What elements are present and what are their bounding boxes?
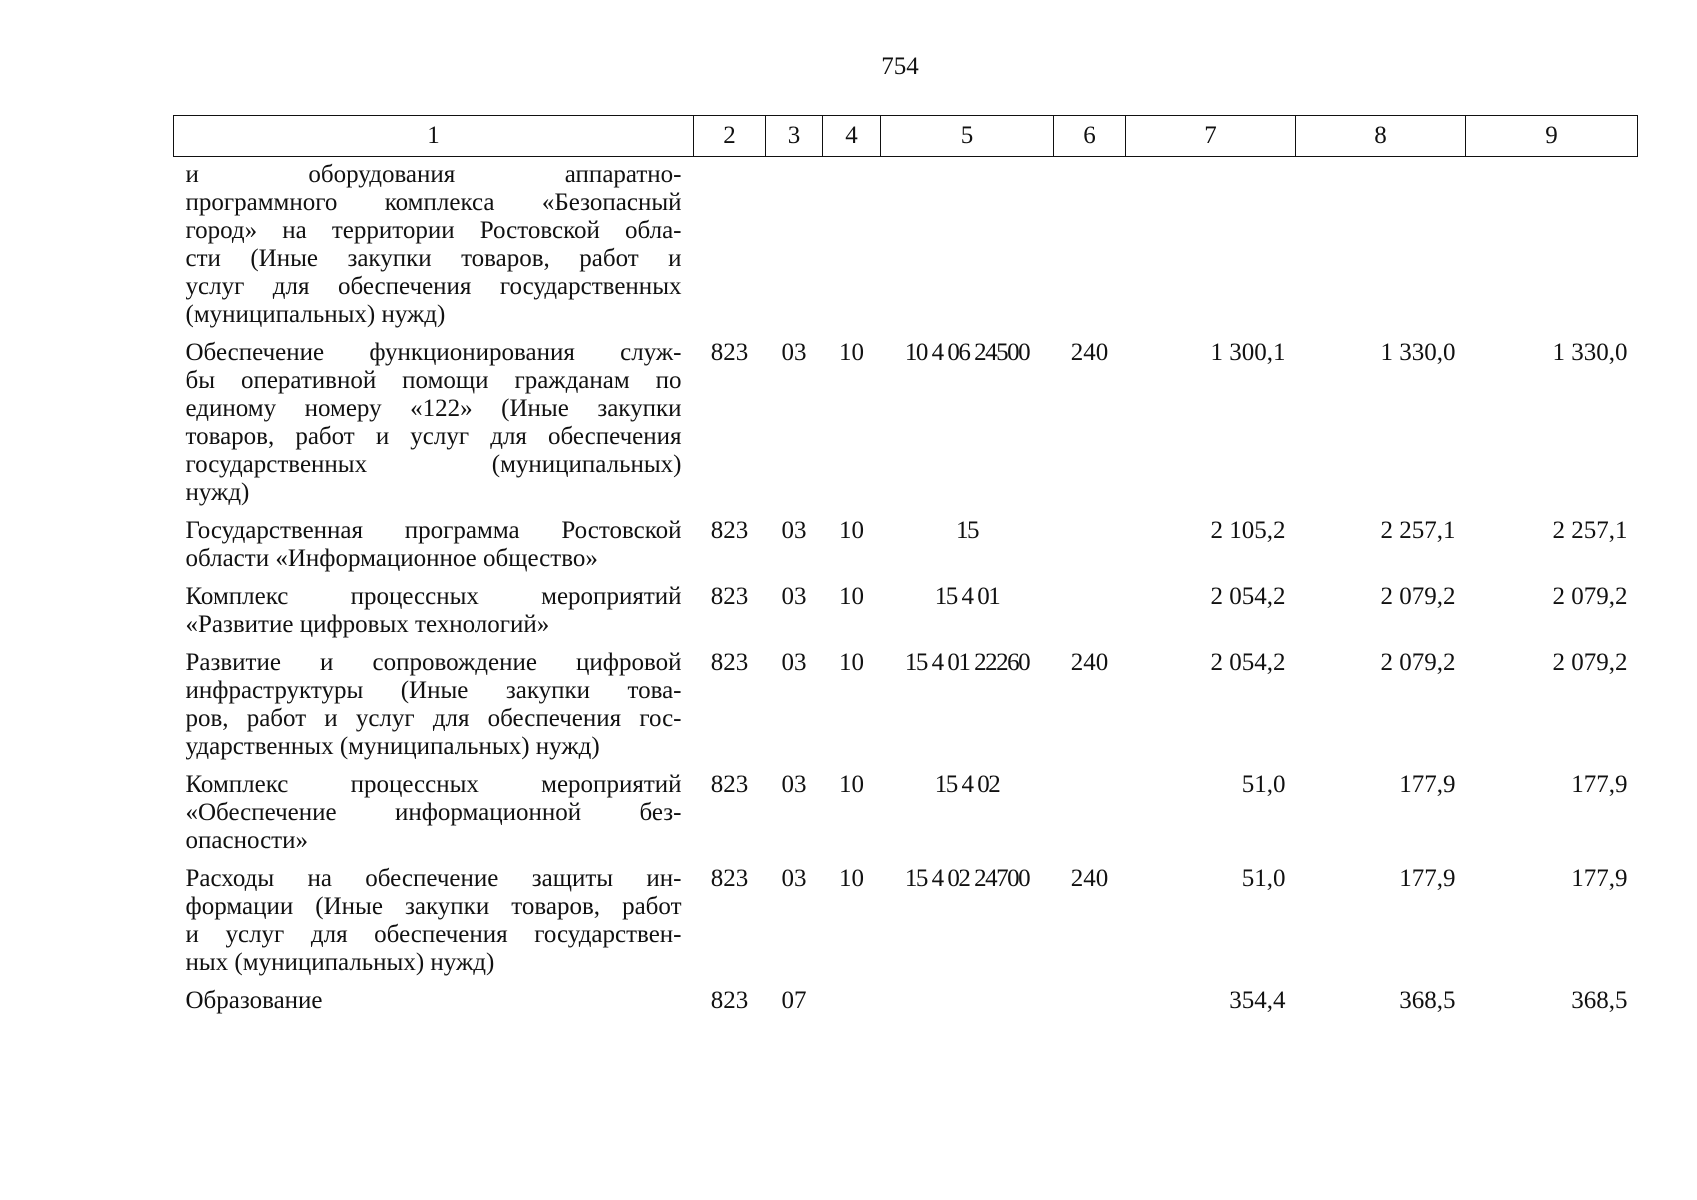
cell-expense-type bbox=[1054, 517, 1126, 583]
cell-amount-col7: 51,0 bbox=[1241, 865, 1286, 892]
cell-expense-type bbox=[1054, 987, 1126, 1025]
cell-description bbox=[174, 987, 694, 1025]
description-line: Расходы на обеспечение защиты ин- bbox=[185, 865, 682, 892]
cell-amount-col8: 177,9 bbox=[1399, 771, 1456, 798]
column-header-4: 4 bbox=[823, 116, 881, 157]
description-line: и услуг для обеспечения государствен- bbox=[185, 921, 682, 948]
budget-table bbox=[173, 115, 1638, 1025]
cell-expense-type bbox=[1054, 583, 1126, 649]
table-row bbox=[174, 157, 1638, 340]
cell-expense-type bbox=[1054, 771, 1126, 865]
header-row bbox=[174, 116, 1638, 157]
cell-subsection-code: 10 bbox=[839, 771, 864, 798]
cell-target-article bbox=[881, 157, 1054, 340]
cell-ministry-code: 823 bbox=[710, 865, 749, 892]
cell-ministry-code: 823 bbox=[710, 987, 749, 1014]
cell-ministry-code: 823 bbox=[710, 583, 749, 610]
description-line: формации (Иные закупки товаров, работ bbox=[185, 893, 682, 920]
cell-description bbox=[174, 339, 694, 517]
cell-target-article: 10 4 06 24500 bbox=[904, 339, 1030, 366]
cell-amount-col7: 2 105,2 bbox=[1210, 517, 1286, 544]
description-line: инфраструктуры (Иные закупки това- bbox=[185, 677, 682, 704]
cell-amount-col8: 1 330,0 bbox=[1380, 339, 1456, 366]
cell-subsection-code: 10 bbox=[839, 339, 864, 366]
column-header-7: 7 bbox=[1126, 116, 1296, 157]
cell-amount-col8: 2 079,2 bbox=[1380, 583, 1456, 610]
description-line: ных (муниципальных) нужд) bbox=[185, 949, 495, 976]
cell-amount-col9: 2 257,1 bbox=[1552, 517, 1628, 544]
description-line: Обеспечение функционирования служ- bbox=[185, 339, 682, 366]
description-line: ров, работ и услуг для обеспечения гос- bbox=[185, 705, 682, 732]
page-number: 754 bbox=[881, 53, 919, 80]
cell-amount-col9: 177,9 bbox=[1571, 771, 1628, 798]
cell-amount-col7: 354,4 bbox=[1229, 987, 1286, 1014]
cell-target-article: 15 bbox=[956, 517, 978, 544]
column-header-5: 5 bbox=[881, 116, 1054, 157]
cell-description bbox=[174, 517, 694, 583]
cell-section-code: 07 bbox=[781, 987, 807, 1014]
table-header bbox=[174, 116, 1638, 157]
cell-amount-col7 bbox=[1126, 157, 1296, 340]
cell-amount-col9: 2 079,2 bbox=[1552, 649, 1628, 676]
description-line: области «Информационное общество» bbox=[185, 545, 598, 572]
cell-amount-col9: 368,5 bbox=[1571, 987, 1628, 1014]
table-row bbox=[174, 865, 1638, 987]
cell-subsection-code bbox=[823, 157, 881, 340]
description-line: Образование bbox=[185, 987, 323, 1014]
description-line: опасности» bbox=[185, 827, 308, 854]
description-line: Комплекс процессных мероприятий bbox=[185, 771, 682, 798]
description-line: нужд) bbox=[185, 479, 250, 506]
cell-amount-col8: 368,5 bbox=[1399, 987, 1456, 1014]
table-row bbox=[174, 771, 1638, 865]
cell-subsection-code: 10 bbox=[839, 649, 864, 676]
cell-description bbox=[174, 583, 694, 649]
cell-section-code: 03 bbox=[781, 771, 807, 798]
cell-target-article: 15 4 02 bbox=[934, 771, 1000, 798]
table-row bbox=[174, 517, 1638, 583]
cell-amount-col8 bbox=[1296, 157, 1466, 340]
cell-subsection-code: 10 bbox=[839, 583, 864, 610]
cell-target-article: 15 4 02 24700 bbox=[904, 865, 1030, 892]
table-body bbox=[174, 157, 1638, 1026]
cell-description bbox=[174, 157, 694, 340]
cell-description bbox=[174, 865, 694, 987]
column-header-1: 1 bbox=[174, 116, 694, 157]
cell-target-article bbox=[881, 987, 1054, 1025]
cell-expense-type: 240 bbox=[1070, 649, 1109, 676]
cell-amount-col7: 1 300,1 bbox=[1210, 339, 1286, 366]
cell-target-article: 15 4 01 bbox=[934, 583, 1000, 610]
cell-section-code: 03 bbox=[781, 583, 807, 610]
cell-amount-col8: 2 079,2 bbox=[1380, 649, 1456, 676]
cell-expense-type bbox=[1054, 157, 1126, 340]
description-line: государственных (муниципальных) bbox=[185, 451, 682, 478]
description-line: Государственная программа Ростовской bbox=[185, 517, 682, 544]
cell-subsection-code bbox=[823, 987, 881, 1025]
column-header-9: 9 bbox=[1466, 116, 1638, 157]
table-row bbox=[174, 649, 1638, 771]
cell-amount-col7: 51,0 bbox=[1241, 771, 1286, 798]
cell-target-article: 15 4 01 22260 bbox=[904, 649, 1030, 676]
description-line: (муниципальных) нужд) bbox=[185, 301, 446, 328]
description-line: Развитие и сопровождение цифровой bbox=[185, 649, 682, 676]
cell-expense-type: 240 bbox=[1070, 339, 1109, 366]
column-header-2: 2 bbox=[694, 116, 766, 157]
cell-amount-col8: 2 257,1 bbox=[1380, 517, 1456, 544]
cell-description bbox=[174, 649, 694, 771]
cell-section-code: 03 bbox=[781, 517, 807, 544]
description-line: Комплекс процессных мероприятий bbox=[185, 583, 682, 610]
cell-section-code: 03 bbox=[781, 865, 807, 892]
table-row bbox=[174, 987, 1638, 1025]
table-row bbox=[174, 583, 1638, 649]
cell-ministry-code: 823 bbox=[710, 649, 749, 676]
column-header-3: 3 bbox=[766, 116, 823, 157]
cell-section-code: 03 bbox=[781, 339, 807, 366]
cell-amount-col7: 2 054,2 bbox=[1210, 649, 1286, 676]
cell-section-code bbox=[766, 157, 823, 340]
description-line: и оборудования аппаратно- bbox=[185, 161, 682, 188]
table-row bbox=[174, 339, 1638, 517]
description-line: «Развитие цифровых технологий» bbox=[185, 611, 550, 638]
description-line: «Обеспечение информационной без- bbox=[185, 799, 682, 826]
cell-expense-type: 240 bbox=[1070, 865, 1109, 892]
cell-section-code: 03 bbox=[781, 649, 807, 676]
cell-amount-col8: 177,9 bbox=[1399, 865, 1456, 892]
cell-subsection-code: 10 bbox=[839, 865, 864, 892]
cell-ministry-code: 823 bbox=[710, 339, 749, 366]
cell-amount-col9: 177,9 bbox=[1571, 865, 1628, 892]
description-line: единому номеру «122» (Иные закупки bbox=[185, 395, 682, 422]
description-line: услуг для обеспечения государственных bbox=[185, 273, 682, 300]
description-line: сти (Иные закупки товаров, работ и bbox=[185, 245, 682, 272]
cell-ministry-code: 823 bbox=[710, 771, 749, 798]
cell-ministry-code bbox=[694, 157, 766, 340]
cell-amount-col7: 2 054,2 bbox=[1210, 583, 1286, 610]
description-line: товаров, работ и услуг для обеспечения bbox=[185, 423, 682, 450]
cell-description bbox=[174, 771, 694, 865]
column-header-8: 8 bbox=[1296, 116, 1466, 157]
description-line: ударственных (муниципальных) нужд) bbox=[185, 733, 600, 760]
cell-amount-col9: 2 079,2 bbox=[1552, 583, 1628, 610]
cell-ministry-code: 823 bbox=[710, 517, 749, 544]
column-header-6: 6 bbox=[1054, 116, 1126, 157]
description-line: программного комплекса «Безопасный bbox=[185, 189, 682, 216]
cell-amount-col9: 1 330,0 bbox=[1552, 339, 1628, 366]
cell-amount-col9 bbox=[1466, 157, 1638, 340]
cell-subsection-code: 10 bbox=[839, 517, 864, 544]
description-line: город» на территории Ростовской обла- bbox=[185, 217, 682, 244]
description-line: бы оперативной помощи гражданам по bbox=[185, 367, 682, 394]
